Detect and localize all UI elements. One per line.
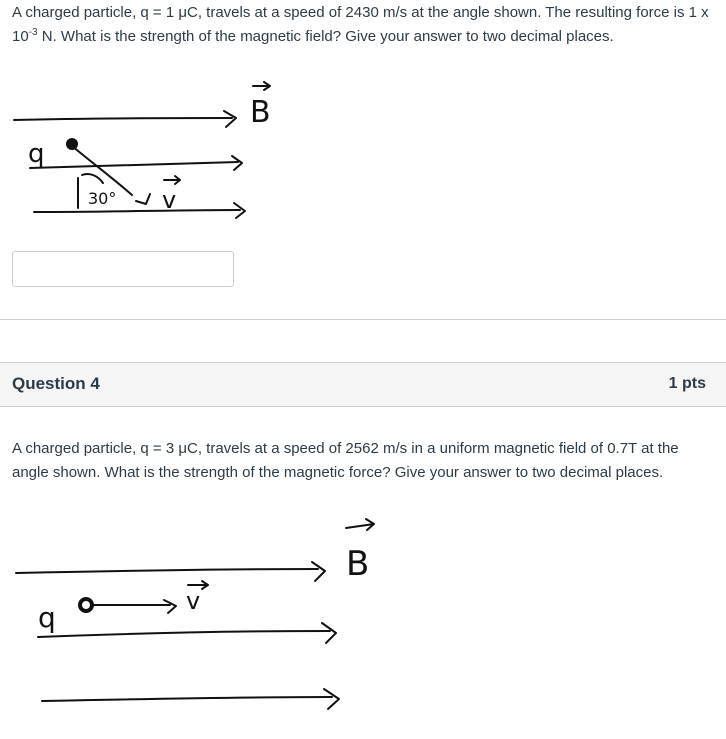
field-line-top	[16, 569, 318, 573]
field-line-middle	[38, 631, 330, 637]
field-line-middle	[30, 162, 238, 168]
velocity-path-arrowhead	[136, 194, 150, 204]
question-4-header	[0, 362, 726, 407]
velocity-vector-arrow-mark	[164, 176, 180, 184]
velocity-arrowhead	[164, 600, 176, 613]
angle-arc	[82, 174, 103, 183]
question-3-text-part2: N. What is the strength of the magnetic field? Give your answer to two decimal places.	[37, 28, 614, 45]
question-3-exponent: -3	[28, 27, 38, 38]
question-4-points: 1 pts	[668, 375, 706, 392]
charge-particle-icon	[80, 599, 92, 611]
angle-label: 30°	[88, 189, 117, 208]
field-line-bottom	[42, 697, 332, 701]
field-arrowhead-middle	[322, 623, 336, 643]
field-arrowhead-bottom	[324, 689, 339, 709]
question-4-title: Question 4	[12, 374, 100, 393]
charge-label: q	[28, 139, 45, 169]
velocity-path-line	[72, 146, 132, 195]
field-line-top	[14, 118, 232, 120]
field-arrowhead-top	[312, 562, 325, 581]
charge-label: q	[38, 601, 56, 634]
question-3-text	[12, 1, 712, 49]
field-label: B	[250, 95, 271, 130]
question-4-diagram	[0, 515, 400, 739]
field-vector-arrow-mark	[253, 82, 270, 90]
field-vector-arrow-mark	[346, 519, 374, 530]
question-3-answer-input[interactable]	[12, 251, 234, 287]
velocity-label: v	[162, 186, 177, 214]
question-divider	[0, 319, 726, 320]
question-3-diagram	[0, 80, 300, 230]
field-line-bottom	[34, 210, 240, 212]
charge-particle-icon	[66, 138, 78, 150]
field-label: B	[346, 544, 370, 584]
question-4-text: A charged particle, q = 3 μC, travels at a speed of 2562 m/s in a uniform magnetic field of 0.7T at the angle shown. What is the strength of the magnetic force? Give your answer to two decimal places.	[12, 440, 679, 481]
question-3-text-part1: A charged particle, q = 1 μC, travels at a speed of 2430 m/s at the angle shown. The resulting force is 1 x 10	[12, 4, 709, 45]
velocity-label: v	[186, 587, 201, 615]
